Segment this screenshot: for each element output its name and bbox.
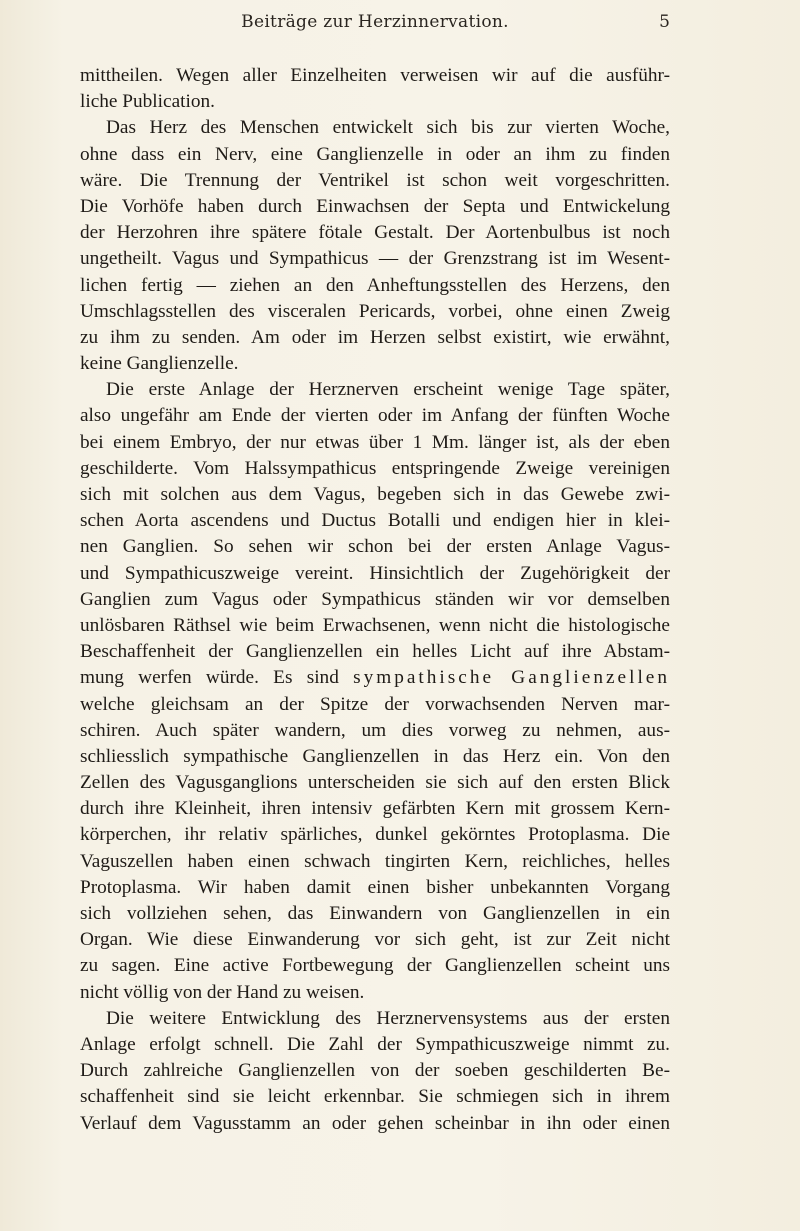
text-line: unlösbaren Räthsel wie beim Erwachsenen, wenn nicht die histologische <box>80 614 670 636</box>
text-line: und Sympathicuszweige vereint. Hinsichtlich der Zugehörigkeit der <box>80 562 670 584</box>
text-line: liche Publication. <box>80 91 215 113</box>
text-line: bei einem Embryo, der nur etwas über 1 Mm. länger ist, als der eben <box>80 431 670 453</box>
text-line: zu ihm zu senden. Am oder im Herzen selbst existirt, wie erwähnt, <box>80 326 670 348</box>
text-line: geschilderte. Vom Halssympathicus entspringende Zweige vereinigen <box>80 457 670 479</box>
emphasized-phrase: sympathische Ganglienzellen <box>353 667 670 689</box>
text-line: lichen fertig — ziehen an den Anheftungsstellen des Herzens, den <box>80 274 670 296</box>
text-line: mung werfen würde. Es sind sympathische Ganglienzellen <box>80 667 670 689</box>
text-line: schen Aorta ascendens und Ductus Botalli und endigen hier in klei- <box>80 510 670 532</box>
text-line: nen Ganglien. So sehen wir schon bei der ersten Anlage Vagus- <box>80 536 670 558</box>
text-line: Anlage erfolgt schnell. Die Zahl der Sympathicuszweige nimmt zu. <box>80 1033 670 1055</box>
text-line: sich vollziehen sehen, das Einwandern von Ganglienzellen in ein <box>80 903 670 924</box>
text-line: Die weitere Entwicklung des Herznervensystems aus der ersten <box>106 1007 670 1029</box>
text-line: mittheilen. Wegen aller Einzelheiten verweisen wir auf die ausführ- <box>80 65 670 86</box>
text-line: Vaguszellen haben einen schwach tingirten Kern, reichliches, helles <box>80 850 670 872</box>
text-line: der Herzohren ihre spätere fötale Gestalt. Der Aortenbulbus ist noch <box>80 222 670 244</box>
running-header <box>80 12 670 40</box>
text-line: nicht völlig von der Hand zu weisen. <box>80 981 365 1003</box>
text-line: schiren. Auch später wandern, um dies vorweg zu nehmen, aus- <box>80 719 670 741</box>
text-line: Umschlagsstellen des visceralen Pericards, vorbei, ohne einen Zweig <box>80 300 670 322</box>
text-line: zu sagen. Eine active Fortbewegung der Ganglienzellen scheint uns <box>80 955 670 977</box>
page-number: 5 <box>659 12 670 32</box>
text-line: Ganglien zum Vagus oder Sympathicus ständen wir vor demselben <box>80 588 670 610</box>
text-line: körperchen, ihr relativ spärliches, dunkel gekörntes Protoplasma. Die <box>80 824 670 846</box>
text-line: schliesslich sympathische Ganglienzellen in das Herz ein. Von den <box>80 745 670 767</box>
text-line: schaffenheit sind sie leicht erkennbar. Sie schmiegen sich in ihrem <box>80 1086 670 1108</box>
text-line: Beschaffenheit der Ganglienzellen ein helles Licht auf ihre Abstam- <box>80 641 670 663</box>
text-line: wäre. Die Trennung der Ventrikel ist schon weit vorgeschritten. <box>80 169 670 191</box>
text-line: Zellen des Vagusganglions unterscheiden sie sich auf den ersten Blick <box>80 772 670 794</box>
text-line: ungetheilt. Vagus und Sympathicus — der Grenzstrang ist im Wesent- <box>80 248 670 270</box>
text-line: sich mit solchen aus dem Vagus, begeben sich in das Gewebe zwi- <box>80 484 670 505</box>
text-line: welche gleichsam an der Spitze der vorwachsenden Nerven mar- <box>80 693 670 715</box>
text-line: Organ. Wie diese Einwanderung vor sich geht, ist zur Zeit nicht <box>80 929 670 951</box>
text-line: Verlauf dem Vagusstamm an oder gehen scheinbar in ihn oder einen <box>80 1112 670 1134</box>
text-line: also ungefähr am Ende der vierten oder im Anfang der fünften Woche <box>80 405 670 427</box>
text-line: Die erste Anlage der Herznerven erscheint wenige Tage später, <box>106 379 670 401</box>
text-line: durch ihre Kleinheit, ihren intensiv gefärbten Kern mit grossem Kern- <box>80 798 670 820</box>
text-line: keine Ganglienzelle. <box>80 353 239 375</box>
text-line: Die Vorhöfe haben durch Einwachsen der Septa und Entwickelung <box>80 195 670 217</box>
text-line: Durch zahlreiche Ganglienzellen von der soeben geschilderten Be- <box>80 1060 670 1082</box>
body-text <box>80 63 670 1137</box>
text-line: Protoplasma. Wir haben damit einen bisher unbekannten Vorgang <box>80 876 670 898</box>
running-title: Beiträge zur Herzinnervation. <box>241 12 509 32</box>
text-line: Das Herz des Menschen entwickelt sich bis zur vierten Woche, <box>106 117 670 139</box>
text-line: ohne dass ein Nerv, eine Ganglienzelle in oder an ihm zu finden <box>80 143 670 165</box>
